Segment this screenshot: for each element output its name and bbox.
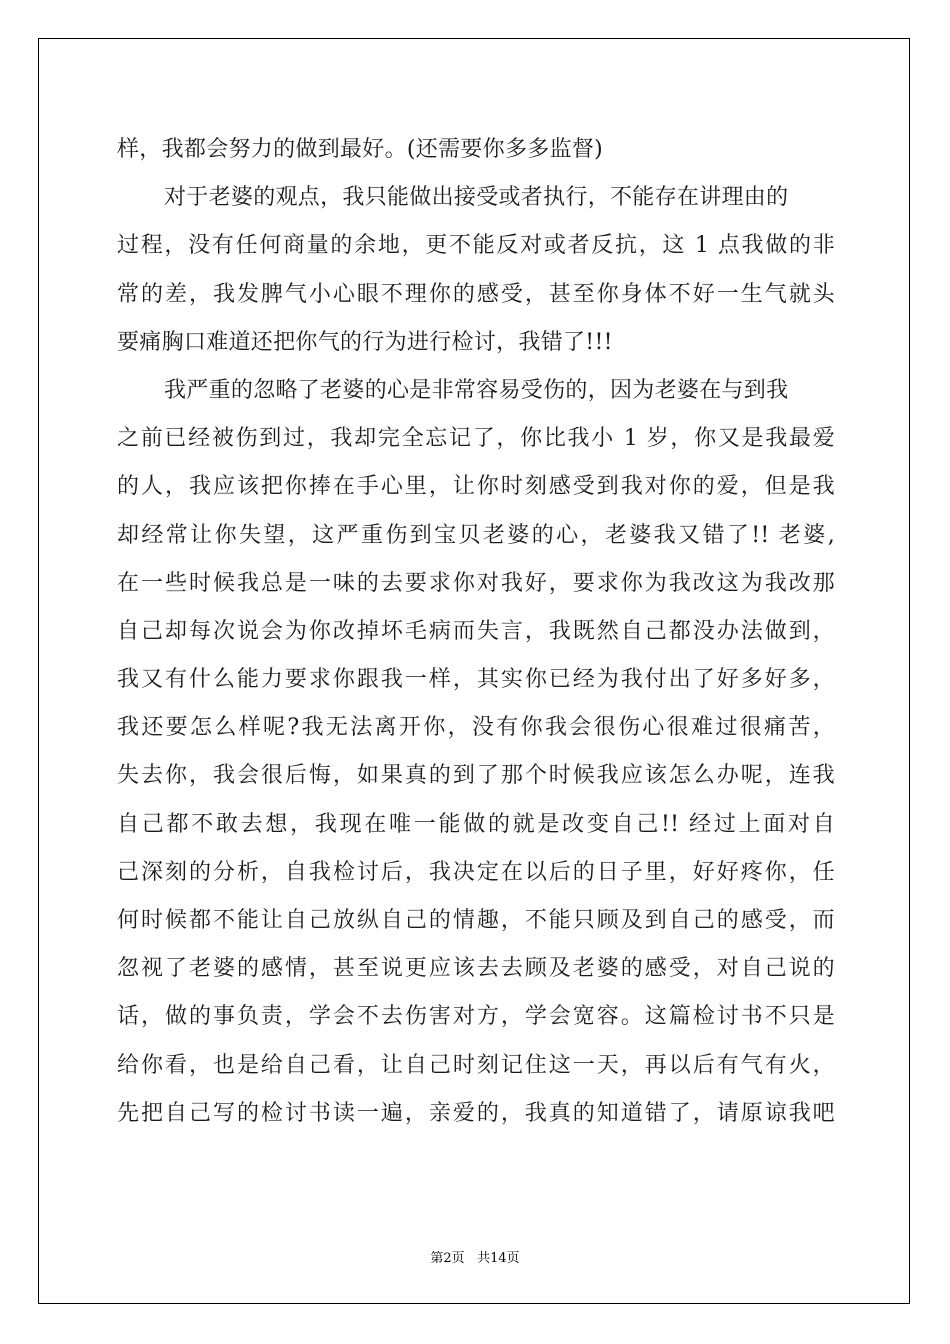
text-line: 何时候都不能让自己放纵自己的情趣，不能只顾及到自己的感受，而 xyxy=(117,908,835,933)
page-total: 共14页 xyxy=(477,1251,520,1266)
text-line: 过程，没有任何商量的余地，更不能反对或者反抗，这 1 点我做的非 xyxy=(117,233,835,259)
text-line: 样，我都会努力的做到最好。(还需要你多多监督) xyxy=(117,137,604,162)
text-line: 我还要怎么样呢?我无法离开你，没有你我会很伤心很难过很痛苦， xyxy=(117,715,835,741)
text-line: 自己却每次说会为你改掉坏毛病而失言，我既然自己都没办法做到， xyxy=(117,618,835,644)
text-line: 给你看，也是给自己看，让自己时刻记住这一天，再以后有气有火， xyxy=(117,1052,835,1078)
text-line: 失去你，我会很后悔，如果真的到了那个时候我应该怎么办呢，连我 xyxy=(117,763,835,789)
text-line: 我又有什么能力要求你跟我一样，其实你已经为我付出了好多好多， xyxy=(117,667,835,693)
text-line: 我严重的忽略了老婆的心是非常容易受伤的，因为老婆在与到我 xyxy=(164,377,789,403)
document-body xyxy=(117,126,835,1138)
text-line: 自己都不敢去想，我现在唯一能做的就是改变自己!! 经过上面对自 xyxy=(117,811,835,837)
page-footer xyxy=(0,1247,950,1266)
text-line: 忽视了老婆的感情，甚至说更应该去去顾及老婆的感受，对自己说的 xyxy=(117,956,835,982)
text-line: 却经常让你失望，这严重伤到宝贝老婆的心，老婆我又错了!! 老婆, xyxy=(117,522,835,548)
text-line: 要痛胸口难道还把你气的行为进行检讨，我错了!!! xyxy=(117,329,613,355)
text-line: 对于老婆的观点，我只能做出接受或者执行，不能存在讲理由的 xyxy=(164,185,789,211)
text-line: 先把自己写的检讨书读一遍，亲爱的，我真的知道错了，请原谅我吧 xyxy=(117,1100,835,1126)
text-line: 话，做的事负责，学会不去伤害对方，学会宽容。这篇检讨书不只是 xyxy=(117,1004,835,1030)
page-number: 第2页 xyxy=(430,1251,465,1266)
text-line: 己深刻的分析，自我检讨后，我决定在以后的日子里，好好疼你，任 xyxy=(117,859,835,885)
text-line: 在一些时候我总是一味的去要求你对我好，要求你为我改这为我改那 xyxy=(117,570,835,596)
text-line: 的人，我应该把你捧在手心里，让你时刻感受到我对你的爱，但是我 xyxy=(117,474,835,500)
text-line: 常的差，我发脾气小心眼不理你的感受，甚至你身体不好一生气就头 xyxy=(117,281,835,307)
text-line: 之前已经被伤到过，我却完全忘记了，你比我小 1 岁，你又是我最爱 xyxy=(117,426,835,452)
